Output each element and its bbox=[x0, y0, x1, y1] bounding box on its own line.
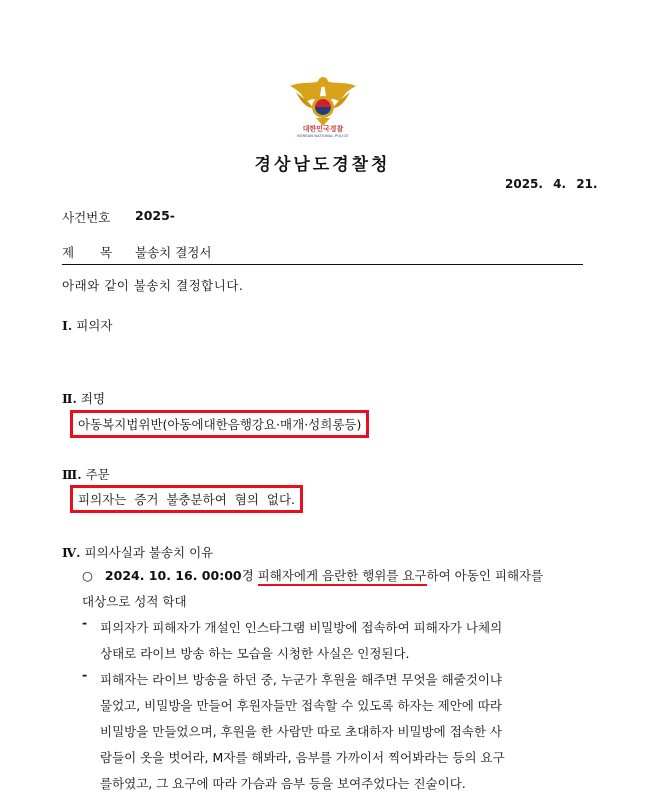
incident-datetime: 2024. 10. 16. 00:00 bbox=[104, 568, 242, 583]
facts-item bbox=[100, 667, 584, 797]
underlined-phrase: 피해자에게 음란한 행위를 요구 bbox=[258, 568, 427, 586]
facts-item-line: 를하였고, 그 요구에 따라 가슴과 음부 등을 보여주었다는 진술이다. bbox=[100, 776, 466, 791]
facts-summary-line bbox=[82, 563, 543, 589]
document-date: 2025. 4. 21. bbox=[505, 177, 598, 191]
dash-bullet-icon: - bbox=[82, 615, 88, 630]
disposition-highlight-box: 피의자는 증거 불충분하여 혐의 없다. bbox=[70, 485, 303, 513]
facts-summary-line-2: 대상으로 성적 학대 bbox=[82, 594, 187, 609]
facts-item-line: 피해자는 라이브 방송을 하던 중, 누군가 후원을 해주면 무엇을 해줄것이냐 bbox=[100, 672, 502, 687]
case-number-value: 2025- bbox=[135, 208, 175, 223]
section-label: 죄명 bbox=[80, 391, 106, 406]
facts-item-line: 람들이 옷을 벗어라, M자를 해봐라, 음부를 가까이서 찍어봐라는 등의 요구 bbox=[100, 750, 505, 765]
title-label: 제 목 bbox=[62, 245, 113, 260]
section-charge-heading bbox=[62, 389, 105, 407]
summary-continuation: 하여 아동인 피해자를 bbox=[426, 568, 544, 583]
facts-item-line: 비밀방을 만들었으며, 후원을 한 사람만 따로 초대하자 비밀방에 접속한 사 bbox=[100, 724, 502, 739]
section-label: 피의자 bbox=[76, 318, 113, 333]
circle-bullet-icon: ○ bbox=[82, 568, 93, 583]
section-suspect-heading bbox=[62, 316, 112, 334]
section-disposition-heading bbox=[62, 465, 110, 483]
section-number: Ⅰ. bbox=[62, 318, 73, 333]
facts-item-line: 상태로 라이브 방송 하는 모습을 시청한 사실은 인정된다. bbox=[100, 646, 410, 661]
divider bbox=[62, 264, 583, 265]
section-facts-heading bbox=[62, 543, 213, 561]
dash-bullet-icon: - bbox=[82, 667, 88, 682]
facts-item bbox=[100, 615, 584, 667]
section-number: Ⅲ. bbox=[62, 467, 82, 482]
section-number: Ⅱ. bbox=[62, 391, 77, 406]
charge-highlight-box: 아동복지법위반(아동에대한음행강요·매개·성희롱등) bbox=[70, 410, 369, 438]
case-number-label: 사건번호 bbox=[62, 210, 111, 225]
agency-title: 경상남도경찰청 bbox=[254, 155, 391, 175]
time-suffix: 경 bbox=[241, 568, 254, 583]
emblem-name: 대한민국경찰 bbox=[302, 125, 344, 133]
intro-text: 아래와 같이 불송치 결정합니다. bbox=[62, 278, 244, 293]
title-value: 불송치 결정서 bbox=[135, 245, 212, 260]
section-label: 주문 bbox=[85, 467, 110, 482]
section-label: 피의사실과 불송치 이유 bbox=[84, 545, 214, 560]
section-number: Ⅳ. bbox=[62, 545, 81, 560]
emblem-english-name: KOREAN NATIONAL POLICE bbox=[297, 134, 349, 138]
facts-item-line: 물었고, 비밀방을 만들어 후원자들만 접속할 수 있도록 하자는 제안에 따라 bbox=[100, 698, 502, 713]
facts-item-line: 피의자가 피해자가 개설인 인스타그램 비밀방에 접속하여 피해자가 나체의 bbox=[100, 620, 503, 635]
